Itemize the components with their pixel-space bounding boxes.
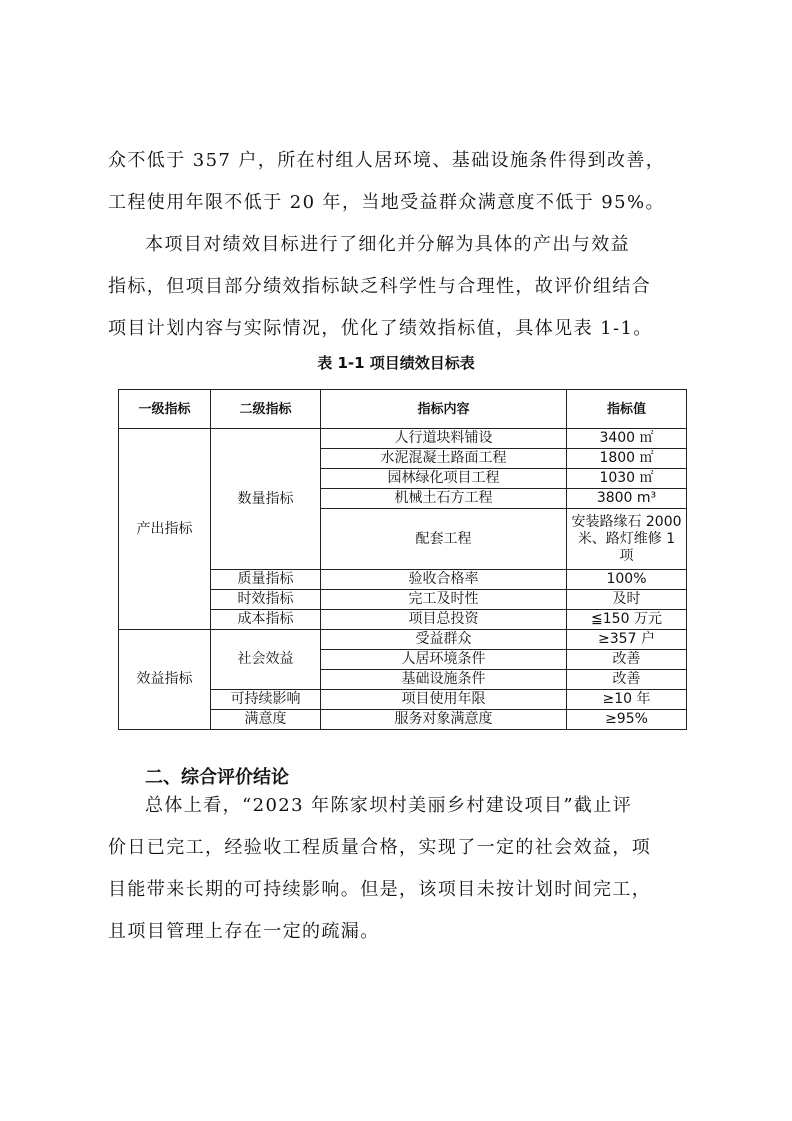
level2-sustainable: 可持续影响 (211, 690, 321, 710)
level2-timeliness: 时效指标 (211, 590, 321, 610)
indicator-value: ≦150 万元 (567, 610, 687, 630)
paragraph-indicators (108, 224, 688, 350)
indicator-value: ≥357 户 (567, 630, 687, 650)
header-value: 指标值 (567, 390, 687, 429)
indicator-content: 完工及时性 (321, 590, 567, 610)
indicator-value: 改善 (567, 650, 687, 670)
indicator-value: 3400 ㎡ (567, 429, 687, 449)
indicator-value: 及时 (567, 590, 687, 610)
indicator-content: 项目总投资 (321, 610, 567, 630)
table-caption: 表 1-1 项目绩效目标表 (317, 354, 475, 372)
indicator-content: 园林绿化项目工程 (321, 469, 567, 489)
text-line: 总体上看，“2023 年陈家坝村美丽乡村建设项目”截止评 (145, 795, 633, 816)
indicator-content: 基础设施条件 (321, 670, 567, 690)
level2-quality: 质量指标 (211, 570, 321, 590)
header-level1: 一级指标 (119, 390, 211, 429)
paragraph-conclusion (108, 785, 688, 953)
text-line: 且项目管理上存在一定的疏漏。 (108, 921, 380, 942)
level2-cost: 成本指标 (211, 610, 321, 630)
text-line: 指标，但项目部分绩效指标缺乏科学性与合理性，故评价组结合 (108, 276, 652, 297)
level2-social: 社会效益 (211, 630, 321, 690)
level1-output: 产出指标 (119, 429, 211, 630)
indicator-content: 项目使用年限 (321, 690, 567, 710)
indicator-value: 1800 ㎡ (567, 449, 687, 469)
text-line: 目能带来长期的可持续影响。但是，该项目未按计划时间完工， (108, 879, 652, 900)
indicator-content: 人行道块料铺设 (321, 429, 567, 449)
indicator-value: ≥95% (567, 710, 687, 730)
header-level2: 二级指标 (211, 390, 321, 429)
section-heading: 二、综合评价结论 (145, 767, 289, 788)
paragraph-targets (108, 140, 688, 224)
indicator-value: 改善 (567, 670, 687, 690)
indicator-content: 人居环境条件 (321, 650, 567, 670)
indicator-value: 100% (567, 570, 687, 590)
indicator-content: 服务对象满意度 (321, 710, 567, 730)
performance-target-table (118, 389, 687, 730)
indicator-value: 3800 m³ (567, 489, 687, 509)
table-header-row (119, 390, 687, 429)
level2-quantity: 数量指标 (211, 429, 321, 570)
indicator-content: 机械土石方工程 (321, 489, 567, 509)
text-line: 价日已完工，经验收工程质量合格，实现了一定的社会效益，项 (108, 837, 652, 858)
text-line: 本项目对绩效目标进行了细化并分解为具体的产出与效益 (145, 234, 630, 255)
table-row (119, 630, 687, 650)
indicator-content: 配套工程 (321, 509, 567, 570)
indicator-value: 1030 ㎡ (567, 469, 687, 489)
text-line: 工程使用年限不低于 20 年，当地受益群众满意度不低于 95%。 (108, 192, 665, 213)
indicator-value: ≥10 年 (567, 690, 687, 710)
indicator-content: 水泥混凝土路面工程 (321, 449, 567, 469)
text-line: 众不低于 357 户，所在村组人居环境、基础设施条件得到改善， (108, 150, 666, 171)
text-line: 项目计划内容与实际情况，优化了绩效指标值，具体见表 1-1。 (108, 318, 653, 339)
table-row (119, 429, 687, 449)
header-content: 指标内容 (321, 390, 567, 429)
level2-satisfaction: 满意度 (211, 710, 321, 730)
indicator-value: 安装路缘石 2000 米、路灯维修 1 项 (567, 509, 687, 570)
level1-benefit: 效益指标 (119, 630, 211, 730)
indicator-content: 受益群众 (321, 630, 567, 650)
indicator-content: 验收合格率 (321, 570, 567, 590)
